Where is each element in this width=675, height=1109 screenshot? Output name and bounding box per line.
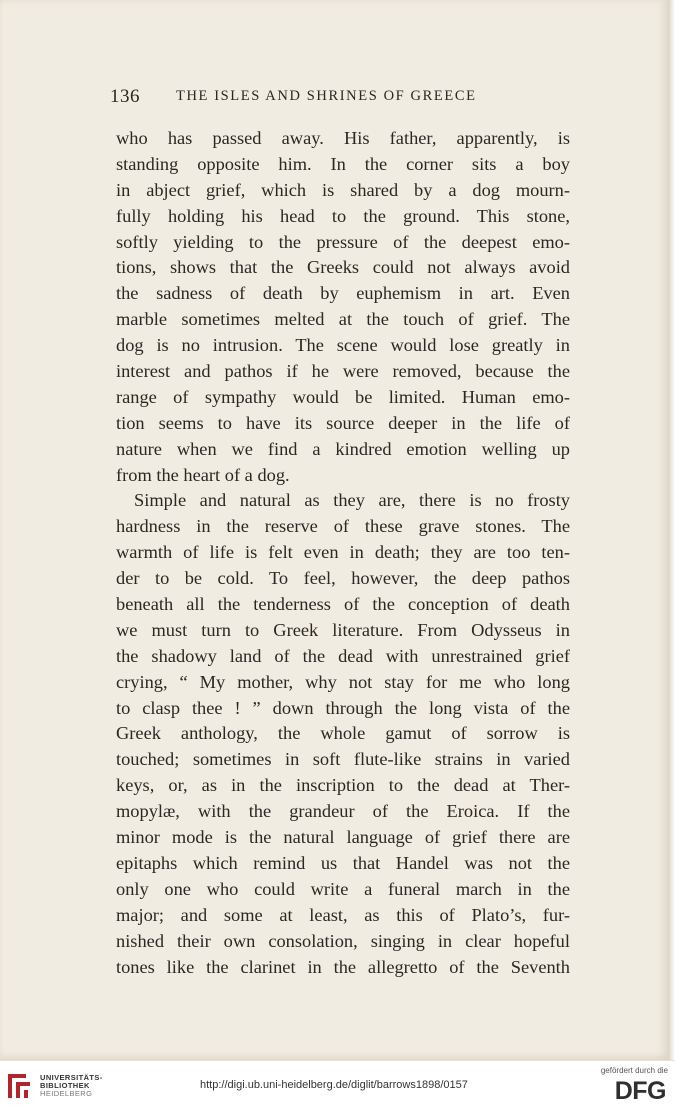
running-title: THE ISLES AND SHRINES OF GREECE [176, 88, 477, 104]
text-line: range of sympathy would be limited. Human emo- [116, 386, 570, 407]
text-line: interest and pathos if he were removed, because the [116, 361, 570, 382]
text-line: fully holding his head to the ground. This stone, [116, 205, 570, 226]
text-line: Simple and natural as they are, there is no frosty [134, 490, 570, 511]
text-line: tions, shows that the Greeks could not always avoid [116, 257, 570, 278]
text-line: in abject grief, which is shared by a dog mourn- [116, 179, 570, 200]
text-line: crying, “ My mother, why not stay for me who long [116, 671, 570, 692]
text-line: epitaphs which remind us that Handel was not the [116, 852, 570, 873]
text-line: der to be cold. To feel, however, the deep pathos [116, 568, 570, 589]
text-line: to clasp thee ! ” down through the long vista of the [116, 697, 570, 718]
library-logo[interactable] [6, 1069, 116, 1103]
library-logo-icon [6, 1071, 34, 1101]
text-line: standing opposite him. In the corner sits a boy [116, 153, 570, 174]
text-line: hardness in the reserve of these grave stones. The [116, 516, 570, 537]
text-line: tion seems to have its source deeper in the life of [116, 412, 570, 433]
text-line: who has passed away. His father, apparently, is [116, 128, 570, 148]
text-line: the sadness of death by euphemism in art. Even [116, 283, 570, 304]
dfg-logo: DFG [614, 1077, 666, 1105]
text-line: dog is no intrusion. The scene would lose greatly in [116, 335, 570, 356]
text-line: tones like the clarinet in the allegretto of the Seventh [116, 956, 570, 977]
text-line: keys, or, as in the inscription to the dead at Ther- [116, 775, 570, 796]
text-line: from the heart of a dog. [116, 464, 290, 485]
text-line: the shadowy land of the dead with unrestrained grief [116, 645, 570, 666]
text-line: touched; sometimes in soft flute-like strains in varied [116, 749, 570, 770]
text-line: nished their own consolation, singing in clear hopeful [116, 930, 570, 951]
page-edge [668, 0, 675, 1060]
library-name-line3: HEIDELBERG [40, 1089, 93, 1098]
body-text [116, 126, 570, 980]
library-name-line2: BIBLIOTHEK [40, 1081, 90, 1090]
text-line: nature when we find a kindred emotion welling up [116, 438, 570, 459]
text-line: warmth of life is felt even in death; they are too ten- [116, 542, 570, 563]
permalink-url[interactable]: http://digi.ub.uni-heidelberg.de/diglit/barrows1898/0157 [200, 1079, 468, 1091]
paragraph [116, 488, 570, 980]
paragraph [116, 126, 570, 488]
text-line: we must turn to Greek literature. From Odysseus in [116, 619, 570, 640]
funder-logo[interactable] [590, 1065, 672, 1107]
running-head [110, 86, 570, 112]
footer-bar [0, 1060, 675, 1109]
library-name-line1: UNIVERSITÄTS- [40, 1073, 103, 1082]
text-line: beneath all the tenderness of the conception of death [116, 594, 570, 615]
funder-caption: gefördert durch die [600, 1066, 668, 1075]
text-line: softly yielding to the pressure of the deepest emo- [116, 231, 570, 252]
text-line: only one who could write a funeral march in the [116, 878, 570, 899]
text-line: marble sometimes melted at the touch of grief. The [116, 309, 570, 330]
text-line: Greek anthology, the whole gamut of sorrow is [116, 723, 570, 744]
text-line: mopylæ, with the grandeur of the Eroica. If the [116, 801, 570, 822]
text-line: major; and some at least, as this of Plato’s, fur- [116, 904, 570, 925]
page-number: 136 [110, 86, 140, 107]
text-line: minor mode is the natural language of grief there are [116, 827, 570, 848]
